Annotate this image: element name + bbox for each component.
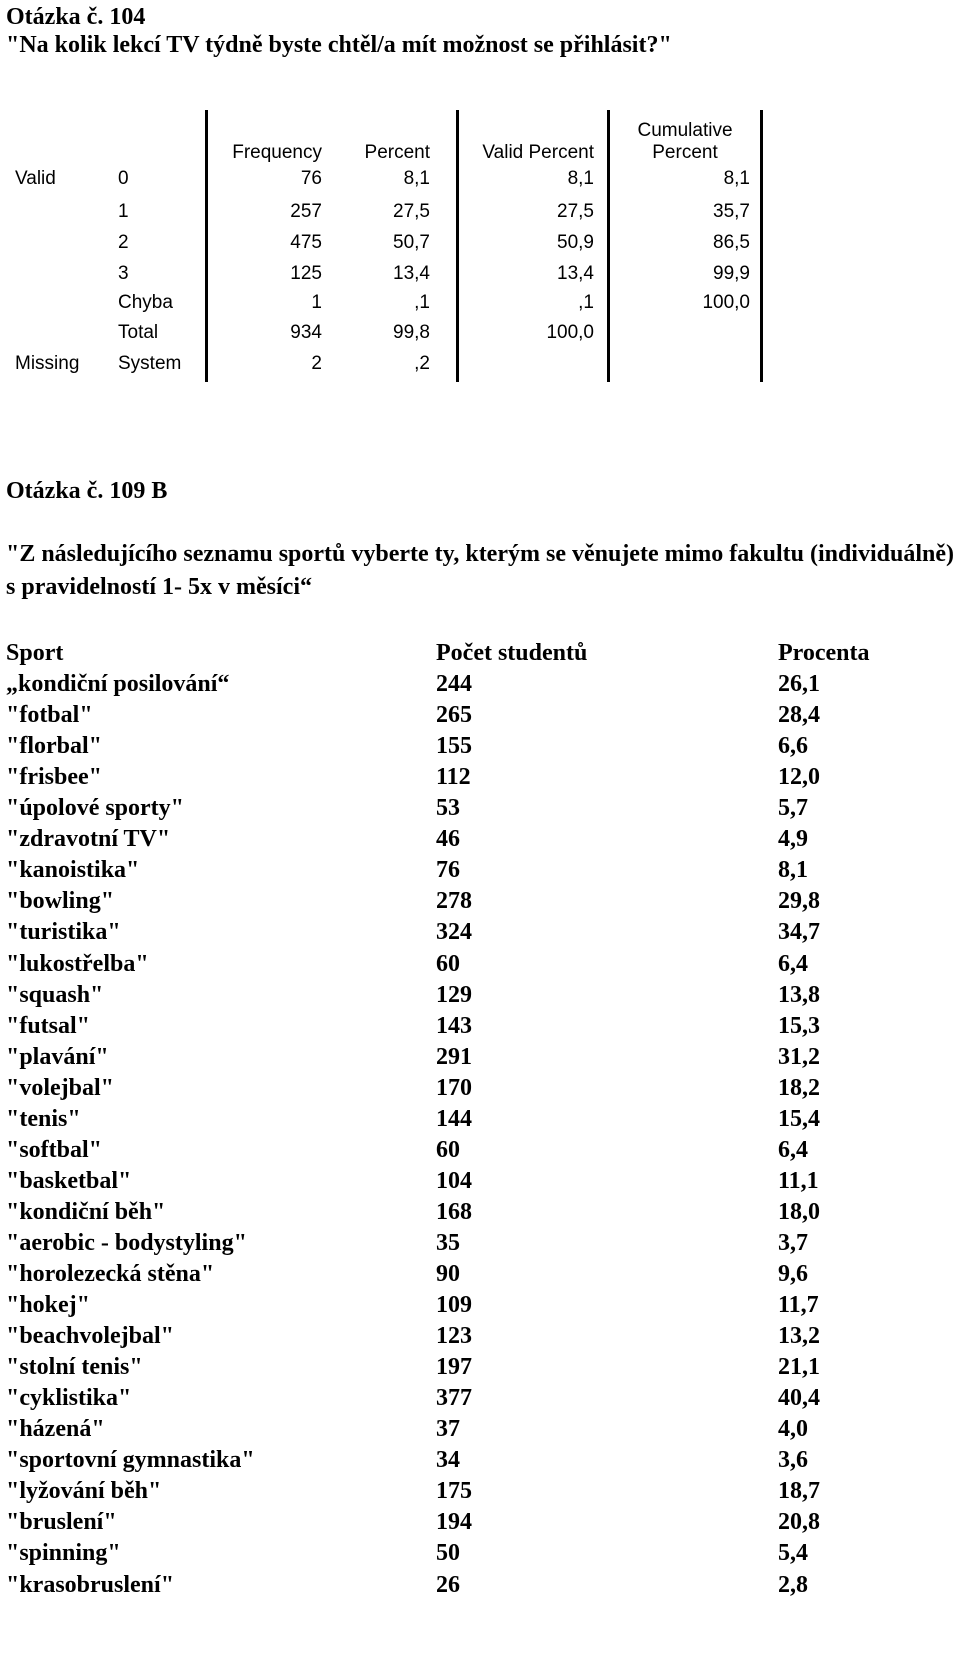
student-count: 244 <box>436 671 472 697</box>
cell-cumulative: 35,7 <box>713 201 750 222</box>
sport-name: "softbal" <box>6 1137 102 1163</box>
cell-cumulative: 86,5 <box>713 232 750 253</box>
cell-percent: ,1 <box>414 292 430 313</box>
student-count: 144 <box>436 1106 472 1132</box>
student-count: 155 <box>436 733 472 759</box>
sport-name: "zdravotní TV" <box>6 826 171 852</box>
student-count: 46 <box>436 826 460 852</box>
percent-value: 5,4 <box>778 1540 808 1566</box>
student-count: 129 <box>436 982 472 1008</box>
table-divider <box>205 110 208 382</box>
row-label: System <box>118 353 182 374</box>
row-label: 0 <box>118 168 129 189</box>
col-header-percent: Percent <box>364 142 430 163</box>
cell-frequency: 257 <box>290 201 322 222</box>
sport-name: "hokej" <box>6 1292 90 1318</box>
header-sport: Sport <box>6 640 64 666</box>
percent-value: 5,7 <box>778 795 808 821</box>
cell-valid-percent: 100,0 <box>546 322 594 343</box>
percent-value: 29,8 <box>778 888 820 914</box>
sport-name: "cyklistika" <box>6 1385 132 1411</box>
question-104-title: Otázka č. 104 <box>6 4 146 30</box>
percent-value: 11,1 <box>778 1168 819 1194</box>
percent-value: 12,0 <box>778 764 820 790</box>
cell-valid-percent: ,1 <box>578 292 594 313</box>
sport-name: "fotbal" <box>6 702 93 728</box>
sport-name: "kanoistika" <box>6 857 140 883</box>
col-header-cumulative: Cumulative <box>637 120 733 141</box>
table-divider <box>760 110 763 382</box>
percent-value: 18,2 <box>778 1075 820 1101</box>
sport-name: "plavání" <box>6 1044 109 1070</box>
percent-value: 6,4 <box>778 1137 808 1163</box>
percent-value: 20,8 <box>778 1509 820 1535</box>
sport-name: "basketbal" <box>6 1168 132 1194</box>
percent-value: 11,7 <box>778 1292 819 1318</box>
student-count: 170 <box>436 1075 472 1101</box>
sport-name: "volejbal" <box>6 1075 114 1101</box>
cell-cumulative: 8,1 <box>723 168 750 189</box>
row-label: Total <box>118 322 159 343</box>
col-header-valid-percent: Valid Percent <box>482 142 594 163</box>
student-count: 109 <box>436 1292 472 1318</box>
percent-value: 4,9 <box>778 826 808 852</box>
table-divider <box>456 110 459 382</box>
sport-name: "házená" <box>6 1416 105 1442</box>
header-percent: Procenta <box>778 640 870 666</box>
sport-name: "turistika" <box>6 919 121 945</box>
student-count: 197 <box>436 1354 472 1380</box>
student-count: 143 <box>436 1013 472 1039</box>
percent-value: 3,6 <box>778 1447 808 1473</box>
student-count: 194 <box>436 1509 472 1535</box>
sport-name: "bowling" <box>6 888 115 914</box>
frequency-table <box>0 110 810 402</box>
sport-name: "sportovní gymnastika" <box>6 1447 255 1473</box>
cell-frequency: 934 <box>290 322 322 343</box>
header-count: Počet studentů <box>436 640 588 666</box>
sport-name: "úpolové sporty" <box>6 795 184 821</box>
sport-name: "horolezecká stěna" <box>6 1261 215 1287</box>
student-count: 291 <box>436 1044 472 1070</box>
student-count: 265 <box>436 702 472 728</box>
percent-value: 15,4 <box>778 1106 820 1132</box>
student-count: 60 <box>436 1137 460 1163</box>
percent-value: 6,4 <box>778 951 808 977</box>
percent-value: 34,7 <box>778 919 820 945</box>
sport-name: "beachvolejbal" <box>6 1323 174 1349</box>
cell-percent: 27,5 <box>393 201 430 222</box>
percent-value: 28,4 <box>778 702 820 728</box>
cell-frequency: 76 <box>300 168 322 189</box>
cell-frequency: 2 <box>311 353 322 374</box>
percent-value: 15,3 <box>778 1013 820 1039</box>
cell-percent: 50,7 <box>393 232 430 253</box>
student-count: 90 <box>436 1261 460 1287</box>
cell-cumulative: 99,9 <box>713 263 750 284</box>
cell-valid-percent: 27,5 <box>557 201 594 222</box>
percent-value: 31,2 <box>778 1044 820 1070</box>
student-count: 76 <box>436 857 460 883</box>
sport-name: "bruslení" <box>6 1509 117 1535</box>
percent-value: 21,1 <box>778 1354 820 1380</box>
percent-value: 6,6 <box>778 733 808 759</box>
col-header-cumulative-percent: Percent <box>652 142 718 163</box>
question-104-text: "Na kolik lekcí TV týdně byste chtěl/a mít možnost se přihlásit?" <box>6 32 672 58</box>
student-count: 35 <box>436 1230 460 1256</box>
percent-value: 26,1 <box>778 671 820 697</box>
sport-name: "kondiční běh" <box>6 1199 166 1225</box>
percent-value: 40,4 <box>778 1385 820 1411</box>
row-label: Chyba <box>118 292 173 313</box>
student-count: 104 <box>436 1168 472 1194</box>
cell-percent: 99,8 <box>393 322 430 343</box>
row-label: 2 <box>118 232 129 253</box>
student-count: 175 <box>436 1478 472 1504</box>
percent-value: 13,2 <box>778 1323 820 1349</box>
student-count: 53 <box>436 795 460 821</box>
student-count: 50 <box>436 1540 460 1566</box>
sport-name: "krasobruslení" <box>6 1572 175 1598</box>
cell-percent: ,2 <box>414 353 430 374</box>
cell-valid-percent: 50,9 <box>557 232 594 253</box>
student-count: 112 <box>436 764 471 790</box>
sport-name: „kondiční posilování“ <box>6 671 230 697</box>
cell-frequency: 1 <box>311 292 322 313</box>
percent-value: 18,0 <box>778 1199 820 1225</box>
sport-name: "tenis" <box>6 1106 81 1132</box>
sport-name: "frisbee" <box>6 764 102 790</box>
row-group-label: Missing <box>15 353 80 374</box>
student-count: 168 <box>436 1199 472 1225</box>
percent-value: 18,7 <box>778 1478 820 1504</box>
row-group-label: Valid <box>15 168 56 189</box>
cell-percent: 8,1 <box>403 168 430 189</box>
sport-name: "spinning" <box>6 1540 121 1566</box>
student-count: 377 <box>436 1385 472 1411</box>
row-label: 1 <box>118 201 129 222</box>
cell-percent: 13,4 <box>393 263 430 284</box>
sport-name: "aerobic - bodystyling" <box>6 1230 247 1256</box>
percent-value: 4,0 <box>778 1416 808 1442</box>
student-count: 37 <box>436 1416 460 1442</box>
cell-valid-percent: 8,1 <box>567 168 594 189</box>
percent-value: 9,6 <box>778 1261 808 1287</box>
student-count: 26 <box>436 1572 460 1598</box>
col-header-frequency: Frequency <box>232 142 322 163</box>
cell-cumulative: 100,0 <box>702 292 750 313</box>
student-count: 34 <box>436 1447 460 1473</box>
cell-frequency: 475 <box>290 232 322 253</box>
sport-name: "squash" <box>6 982 104 1008</box>
sport-name: "futsal" <box>6 1013 90 1039</box>
sport-name: "lukostřelba" <box>6 951 149 977</box>
row-label: 3 <box>118 263 129 284</box>
question-109b-title: Otázka č. 109 B <box>6 478 168 504</box>
student-count: 324 <box>436 919 472 945</box>
student-count: 278 <box>436 888 472 914</box>
sport-name: "lyžování běh" <box>6 1478 162 1504</box>
percent-value: 2,8 <box>778 1572 808 1598</box>
percent-value: 8,1 <box>778 857 808 883</box>
sport-name: "florbal" <box>6 733 102 759</box>
percent-value: 13,8 <box>778 982 820 1008</box>
cell-valid-percent: 13,4 <box>557 263 594 284</box>
cell-frequency: 125 <box>290 263 322 284</box>
question-109b-text: "Z následujícího seznamu sportů vyberte ty, kterým se věnujete mimo fakultu (individuálně) s pravidelností 1- 5x v měsíci“ <box>6 541 954 600</box>
percent-value: 3,7 <box>778 1230 808 1256</box>
student-count: 123 <box>436 1323 472 1349</box>
sport-name: "stolní tenis" <box>6 1354 143 1380</box>
student-count: 60 <box>436 951 460 977</box>
